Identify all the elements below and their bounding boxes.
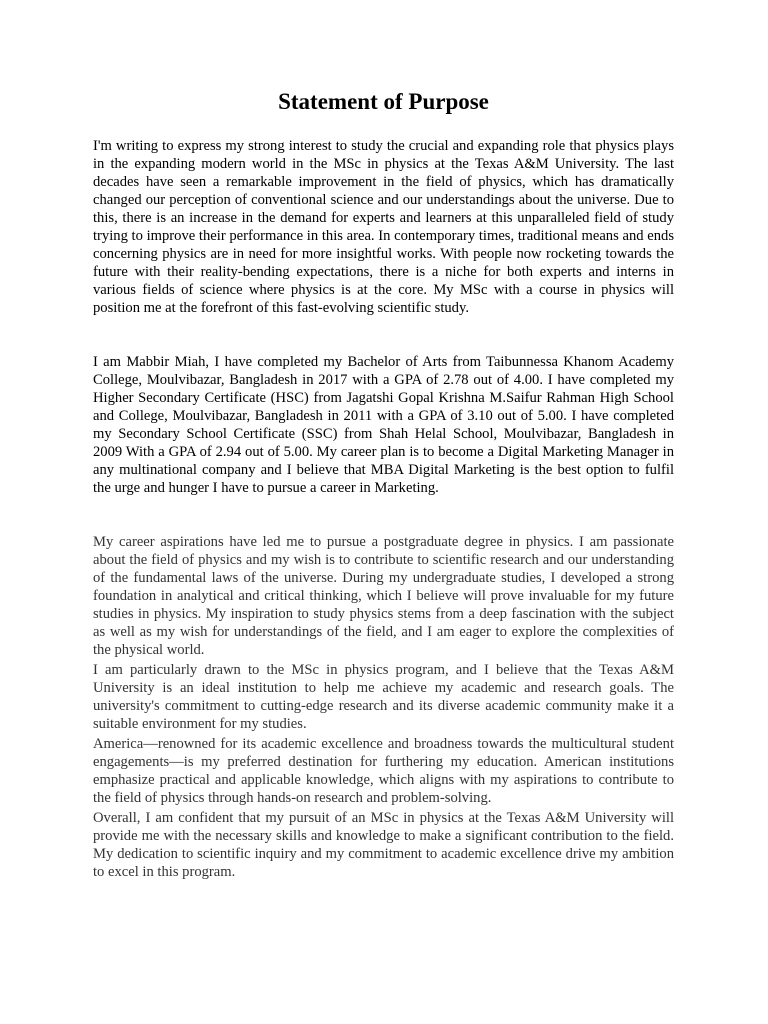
page-title: Statement of Purpose bbox=[278, 89, 489, 114]
paragraph-conclusion: Overall, I am confident that my pursuit of an MSc in physics at the Texas A&M University will provide me with the necessary skills and knowledge to make a significant contribution to the field. My dedication to scientific inquiry and my commitment to academic excellence drive my ambition to excel in this program. bbox=[93, 810, 674, 880]
paragraph-program-interest: I am particularly drawn to the MSc in physics program, and I believe that the Texas A&M University is an ideal institution to help me achieve my academic and research goals. The university's commitment to cutting-edge research and its diverse academic community make it a suitable environment for my studies. bbox=[93, 662, 674, 732]
paragraph-career-aspirations: My career aspirations have led me to pursue a postgraduate degree in physics. I am passionate about the field of physics and my wish is to contribute to scientific research and our understanding of the fundamental laws of the universe. During my undergraduate studies, I developed a strong foundation in analytical and critical thinking, which I believe will prove invaluable for my future studies in physics. My inspiration to study physics stems from a deep fascination with the subject as well as my wish for understandings of the field, and I am eager to explore the complexities of the physical world. bbox=[93, 534, 674, 658]
paragraph-education-background: I am Mabbir Miah, I have completed my Bachelor of Arts from Taibunnessa Khanom Academy College, Moulvibazar, Bangladesh in 2017 with a GPA of 2.78 out of 4.00. I have completed my Higher Secondary Certificate (HSC) from Jagatshi Gopal Krishna M.Saifur Rahman High School and College, Moulvibazar, Bangladesh in 2011 with a GPA of 3.10 out of 5.00. I have completed my Secondary School Certificate (SSC) from Shah Helal School, Moulvibazar, Bangladesh in 2009 With a GPA of 2.94 out of 5.00. My career plan is to become a Digital Marketing Manager in any multinational company and I believe that MBA Digital Marketing is the best option to fulfil the urge and hunger I have to pursue a career in Marketing. bbox=[93, 354, 674, 496]
paragraph-introduction: I'm writing to express my strong interest to study the crucial and expanding role that physics plays in the expanding modern world in the MSc in physics at the Texas A&M University. The last decades have seen a remarkable improvement in the field of physics, which has dramatically changed our perception of conventional science and our understandings about the universe. Due to this, there is an increase in the demand for experts and learners at this unparalleled field of study trying to improve their performance in this area. In contemporary times, traditional means and ends concerning physics are in need for more insightful works. With people now rocketing towards the future with their reality-bending expectations, there is a niche for both experts and interns in various fields of science where physics is at the core. My MSc with a course in physics will position me at the forefront of this fast-evolving scientific study. bbox=[93, 138, 674, 316]
paragraph-america: America—renowned for its academic excellence and broadness towards the multicultural student engagements—is my preferred destination for furthering my education. American institutions emphasize practical and applicable knowledge, which aligns with my aspirations to contribute to the field of physics through hands-on research and problem-solving. bbox=[93, 736, 674, 806]
document-page bbox=[93, 86, 674, 881]
